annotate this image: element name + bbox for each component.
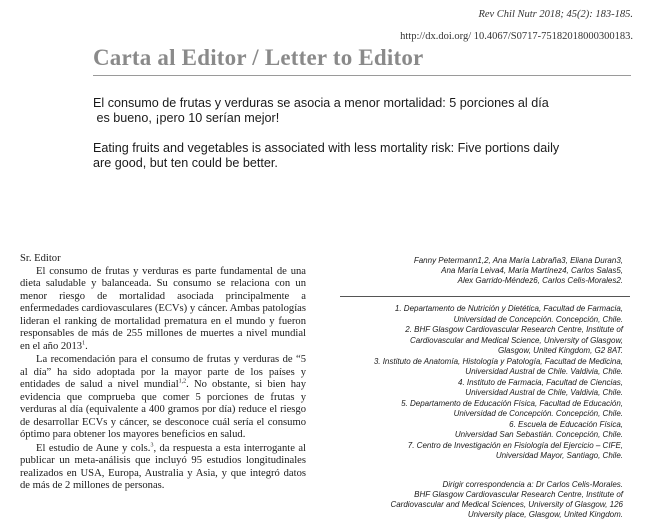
correspondence-line: University place, Glasgow, United Kingdom. (467, 510, 623, 519)
paragraph-3-text-a: El estudio de Aune y cols. (36, 442, 151, 454)
english-title-line-2: are good, but ten could be better. (93, 156, 278, 170)
spanish-title (93, 96, 613, 126)
author-divider (340, 296, 630, 297)
affiliation-line: 7. Centro de Investigación en Fisiología del Ejercicio – CIFE, (407, 440, 623, 450)
author-line-2: Ana María Leiva4, María Martínez4, Carlos Salas5, (441, 266, 623, 275)
paragraph-2 (20, 354, 306, 442)
affiliation-line: Universidad San Sebastián. Concepción, Chile. (454, 430, 623, 439)
ref-3[interactable]: 3 (150, 441, 154, 448)
affiliation-line: 1. Departamento de Nutrición y Dietética, Facultad de Farmacia, (394, 304, 623, 313)
author-line-1: Fanny Petermann1,2, Ana María Labraña3, Eliana Duran3, (413, 256, 623, 265)
paragraph-1-end: . (85, 340, 88, 352)
ref-1-2[interactable]: 1,2 (178, 378, 187, 385)
affiliation-line: Cardiovascular and Medical Science, University of Glasgow, (410, 335, 623, 345)
paragraph-3-text-b: , da respuesta a esta interrogante al publicar un meta-análisis que incluyó 95 estudios longitudinales realizados en USA, Europa, Australia y Asia, y que integró datos de más de 2 millones de personas. (20, 442, 306, 491)
affiliation-line: 3. Instituto de Anatomía, Histología y Patología, Facultad de Medicina, (373, 356, 623, 366)
paragraph-2-text-b: . No obstante, si bien hay evidencia que comprueba que comer 5 porciones de frutas y verduras al día (equivalente a 400 gramos por día) reduce el riesgo de desarrollar ECVs y cáncer, se desconoce cuál sería el consumo óptimo para obtener los mayores beneficios en salud. (20, 379, 306, 440)
spanish-title-line-2: es bueno, ¡pero 10 serían mejor! (93, 111, 280, 125)
affiliation-line: Glasgow, United Kingdom, G2 8AT. (498, 346, 623, 355)
section-title: Carta al Editor / Letter to Editor (93, 45, 424, 70)
affiliation-line: 6. Escuela de Educación Física, (509, 419, 623, 429)
correspondence (323, 480, 623, 520)
affiliation-line: 2. BHF Glasgow Cardiovascular Research Centre, Institute of (405, 325, 623, 334)
paragraph-1 (20, 266, 306, 354)
journal-citation: Rev Chil Nutr 2018; 45(2): 183-185. (478, 9, 633, 20)
header-divider (93, 75, 631, 76)
doi-link[interactable]: http://dx.doi.org/ 10.4067/S0717-75182018000300183. (400, 31, 633, 42)
paragraph-3 (20, 443, 306, 493)
author-line-3: Alex Garrido-Méndez6, Carlos Celis-Morales2. (457, 276, 623, 285)
author-list (333, 256, 623, 286)
affiliation-line: Universidad Austral de Chile, Valdivia, Chile. (465, 388, 623, 397)
affiliation-line: 5. Departamento de Educación Física, Facultad de Educación, (401, 398, 623, 408)
salutation: Sr. Editor (20, 253, 61, 264)
letter-body (20, 253, 306, 494)
english-title-line-1: Eating fruits and vegetables is associated with less mortality risk: Five portions daily (93, 141, 560, 155)
spanish-title-line-1: El consumo de frutas y verduras se asocia a menor mortalidad: 5 porciones al día (93, 96, 549, 110)
ref-1[interactable]: 1 (82, 339, 86, 346)
affiliations (323, 304, 623, 462)
english-title (93, 141, 613, 171)
paragraph-2-text-a: La recomendación para el consumo de frutas y verduras de “5 al día” ha sido adoptada por la mayor parte de los países y entidades de salud a nivel mundial (20, 354, 306, 390)
paragraph-1-text: El consumo de frutas y verduras es parte fundamental de una dieta saludable y balanceada. Su consumo se relaciona con un menor riesgo de mortalidad asociada principalmente a enfermedades cardiovasculares (ECVs) y cáncer. Ambas patologías lideran el ranking de mortalidad prematura en el mundo y fueron responsables de más de 255 millones de muertes a nivel mundial en el año 2013 (20, 265, 306, 352)
correspondence-line: Cardiovascular and Medical Sciences, University of Glasgow, 126 (390, 500, 623, 509)
affiliation-line: 4. Instituto de Farmacia, Facultad de Ciencias, (458, 377, 623, 387)
correspondence-line: Dirigir correspondencia a: Dr Carlos Celis-Morales. (442, 480, 623, 489)
affiliation-line: Universidad Mayor, Santiago, Chile. (495, 451, 623, 460)
affiliation-line: Universidad de Concepción. Concepción, Chile. (453, 314, 623, 324)
affiliation-line: Universidad Austral de Chile. Valdivia, Chile. (465, 367, 623, 376)
correspondence-line: BHF Glasgow Cardiovascular Research Centre, Institute of (414, 490, 623, 499)
affiliation-line: Universidad de Concepción. Concepción, Chile. (453, 409, 623, 418)
